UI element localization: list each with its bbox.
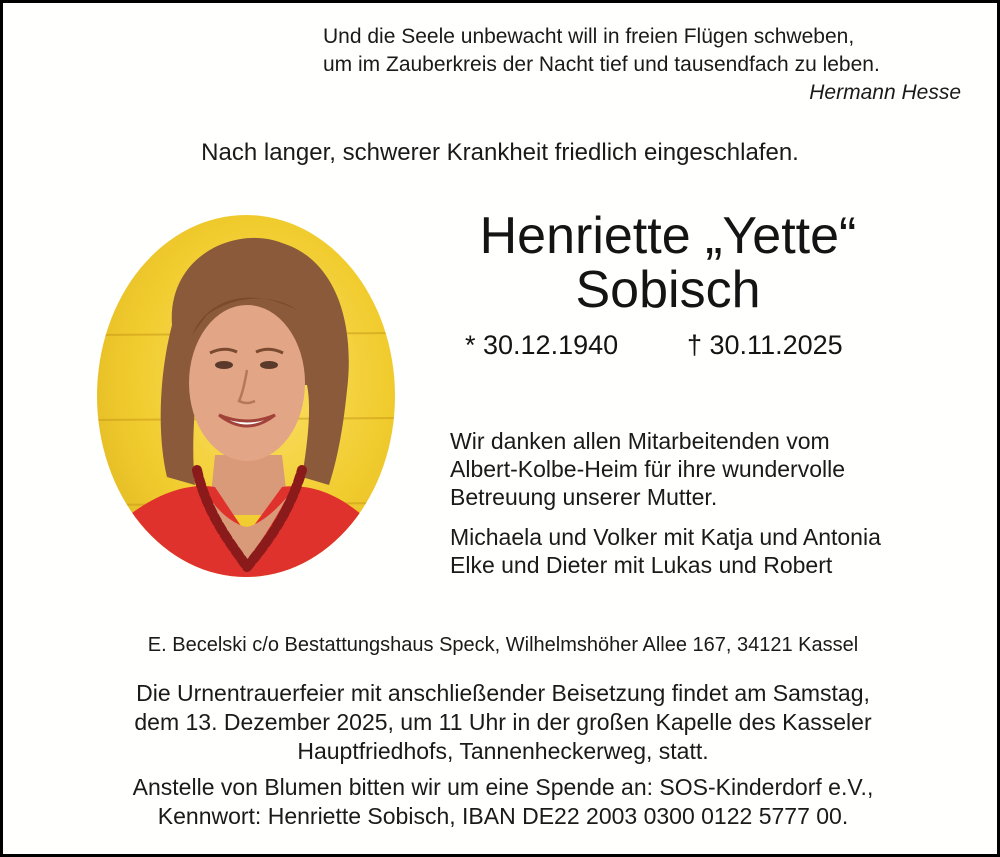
donation-info xyxy=(3,773,1000,831)
ceremony-info xyxy=(3,679,1000,766)
donation-line-1: Anstelle von Blumen bitten wir um eine Spende an: SOS-Kinderdorf e.V., xyxy=(132,774,874,800)
family-signatures xyxy=(450,523,970,579)
deceased-name xyxy=(418,209,918,317)
ceremony-line-2: dem 13. Dezember 2025, um 11 Uhr in der großen Kapelle des Kasseler xyxy=(134,709,872,735)
ceremony-line-1: Die Urnentrauerfeier mit anschließender Beisetzung findet am Samstag, xyxy=(136,680,870,706)
thanks-line-2: Albert-Kolbe-Heim für ihre wundervolle xyxy=(450,456,845,482)
family-line-2: Elke und Dieter mit Lukas und Robert xyxy=(450,552,833,578)
thanks-line-1: Wir danken allen Mitarbeitenden vom xyxy=(450,428,830,454)
thanks-line-3: Betreuung unserer Mutter. xyxy=(450,484,718,510)
portrait-photo xyxy=(97,215,395,577)
poem-quote xyxy=(321,23,961,107)
contact-address: E. Becelski c/o Bestattungshaus Speck, Wilhelmshöher Allee 167, 34121 Kassel xyxy=(147,634,859,656)
portrait-illustration xyxy=(97,215,395,577)
poem-author: Hermann Hesse xyxy=(809,81,961,104)
intro-line: Nach langer, schwerer Krankheit friedlich eingeschlafen. xyxy=(201,139,799,166)
name-surname: Sobisch xyxy=(575,261,761,319)
poem-line-1: Und die Seele unbewacht will in freien Flügen schweben, xyxy=(323,25,855,48)
thanks-text xyxy=(450,427,950,511)
intro-text xyxy=(3,139,1000,167)
birth-date: * 30.12.1940 xyxy=(465,330,619,360)
ceremony-line-3: Hauptfriedhofs, Tannenheckerweg, statt. xyxy=(297,738,709,764)
poem-line-2: um im Zauberkreis der Nacht tief und tausendfach zu leben. xyxy=(323,53,880,76)
donation-line-2: Kennwort: Henriette Sobisch, IBAN DE22 2003 0300 0122 5777 00. xyxy=(157,803,849,829)
name-first-line: Henriette „Yette“ xyxy=(479,207,857,265)
death-date: † 30.11.2025 xyxy=(687,330,843,360)
family-line-1: Michaela und Volker mit Katja und Antonia xyxy=(450,524,881,550)
